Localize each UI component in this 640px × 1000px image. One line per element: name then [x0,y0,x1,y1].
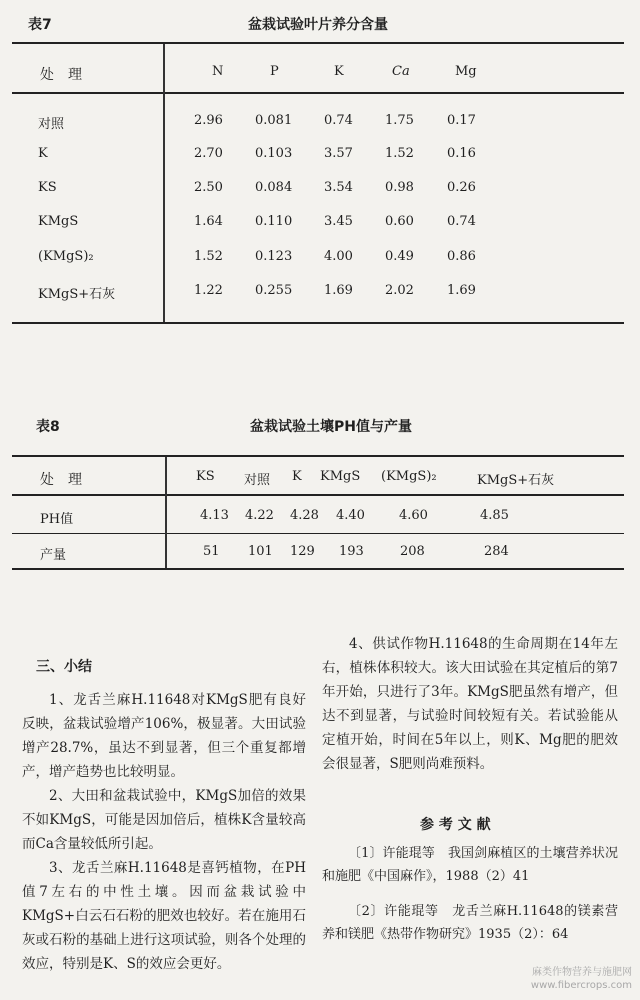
table8-header-treatment: 处 理 [40,472,82,488]
table-cell: 129 [290,544,315,559]
table-cell: 101 [248,544,273,559]
table7-bottom-rule [12,322,624,324]
table-row-label: (KMgS)₂ [38,249,94,264]
table-cell: 0.74 [447,214,476,229]
table8-header-kmgs2: (KMgS)₂ [381,469,437,484]
summary-paragraph-3: 3、龙舌兰麻H.11648是喜钙植物，在PH值7左右的中性土壤。因而盆栽试验中KMgS+白云石石粉的肥效也较好。若在施用石灰或石粉的基础上进行这项试验，则各个处理的效应，特别是K、S的效应会更好。 [22,860,306,972]
table-cell: 0.110 [255,214,293,229]
table-cell: 1.64 [194,214,223,229]
table-cell: 3.54 [324,180,353,195]
table-cell: 4.13 [200,508,229,523]
table-cell: 2.50 [194,180,223,195]
table7-column-divider [163,44,165,322]
table-cell: 0.103 [255,146,293,161]
table-cell: 1.52 [194,249,223,264]
table-cell: 2.96 [194,113,223,128]
table-cell: 3.57 [324,146,353,161]
table8-header-ks: KS [196,469,215,484]
table8-header-control: 对照 [244,473,271,488]
table-cell: 0.16 [447,146,476,161]
table8-bottom-rule [12,568,624,570]
table-row-label: 对照 [38,117,65,132]
reference-item-2: 〔2〕许能琨等 龙舌兰麻H.11648的镁素营养和镁肥《热带作物研究》1935（2）：64 [322,904,618,942]
references-list [322,842,618,946]
table8-title: 盆栽试验土壤PH值与产量 [250,419,412,435]
table7-label: 表7 [28,17,52,33]
table-cell: 4.60 [399,508,428,523]
table7-header-p: P [270,64,279,79]
table-cell: 2.70 [194,146,223,161]
summary-paragraph-4: 4、供试作物H.11648的生命周期在14年左右，植株体积较大。该大田试验在其定植后的第7年开始，只进行了3年。KMgS肥虽然有增产，但达不到显著，与试验时间较短有关。若试验能从定植开始，时间在5年以上，则K、Mg肥的肥效会很显著，S肥则尚难预料。 [322,636,618,772]
table-cell: 4.22 [245,508,274,523]
table-cell: 4.28 [290,508,319,523]
table-cell: 4.40 [336,508,365,523]
table-cell: 1.69 [447,283,476,298]
summary-paragraph-2: 2、大田和盆栽试验中，KMgS加倍的效果不如KMgS，可能是因加倍后，植株K含量较高而Ca含量较低所引起。 [22,788,306,852]
table7-header-rule [12,92,624,94]
table-cell: 1.75 [385,113,414,128]
table-cell: 193 [339,544,364,559]
table-cell: 0.123 [255,249,293,264]
table-row-label: PH值 [40,512,74,527]
table7-header-ca: Ca [392,64,410,79]
table-cell: 3.45 [324,214,353,229]
table7-header-k: K [334,64,344,79]
watermark-line-1: 麻类作物营养与施肥网 [532,967,632,978]
watermark-line-2: www.fibercrops.com [530,980,632,991]
table8-header-kmgs-lime: KMgS+石灰 [477,473,555,488]
table-cell: 4.00 [324,249,353,264]
table-row-label: 产量 [40,548,67,563]
table-cell: 0.86 [447,249,476,264]
table-cell: 0.26 [447,180,476,195]
table-cell: 2.02 [385,283,414,298]
table7-header-n: N [212,64,224,79]
table8-header-kmgs: KMgS [320,469,361,484]
table8-top-rule [12,455,624,457]
table8-header-k: K [292,469,302,484]
reference-item-1: 〔1〕许能琨等 我国剑麻植区的土壤营养状况和施肥《中国麻作》，1988（2）41 [322,846,618,884]
table8-row-rule [12,533,624,534]
table7-top-rule [12,42,624,44]
table-cell: 4.85 [480,508,509,523]
table8-column-divider [165,457,167,568]
table-row-label: KMgS [38,214,79,229]
table8-label: 表8 [36,419,60,435]
table-cell: 0.49 [385,249,414,264]
summary-heading: 三、小结 [36,659,92,675]
table-row-label: KS [38,180,57,195]
table-cell: 0.255 [255,283,293,298]
table-cell: 0.98 [385,180,414,195]
table-cell: 0.084 [255,180,293,195]
table-cell: 1.69 [324,283,353,298]
watermark [531,966,632,992]
references-heading: 参 考 文 献 [420,817,491,833]
table-row-label: K [38,146,48,161]
table-cell: 208 [400,544,425,559]
table-cell: 0.17 [447,113,476,128]
table7-header-treatment: 处 理 [40,67,82,83]
table-cell: 1.22 [194,283,223,298]
summary-paragraph-1: 1、龙舌兰麻H.11648对KMgS肥有良好反映，盆栽试验增产106%，极显著。大田试验增产28.7%，虽达不到显著，但三个重复都增产，增产趋势也比较明显。 [22,692,306,780]
table-cell: 284 [484,544,509,559]
table7-header-mg: Mg [455,64,477,79]
table8-header-rule [12,494,624,496]
table-cell: 0.60 [385,214,414,229]
table-cell: 0.081 [255,113,293,128]
table-cell: 0.74 [324,113,353,128]
summary-left-column [22,688,306,976]
table7-title: 盆栽试验叶片养分含量 [248,17,388,33]
summary-right-column [322,632,618,776]
table-cell: 51 [203,544,220,559]
table-row-label: KMgS+石灰 [38,287,116,302]
table-cell: 1.52 [385,146,414,161]
